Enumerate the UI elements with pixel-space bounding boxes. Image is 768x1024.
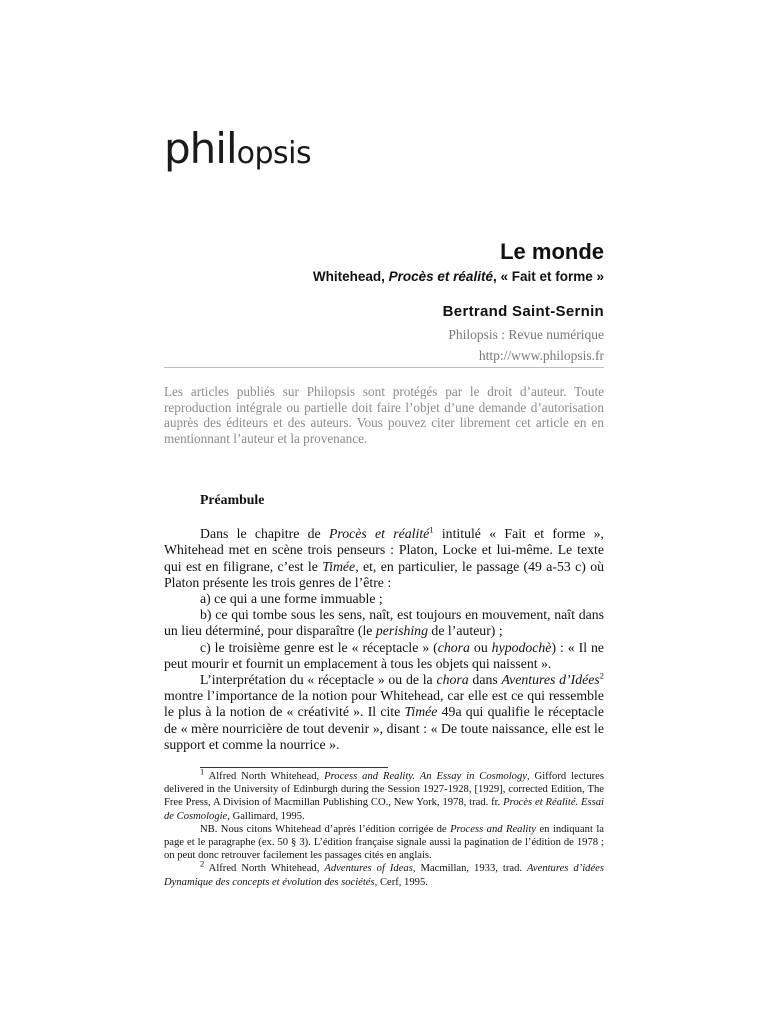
text-run: de l’auteur) ; xyxy=(427,623,503,639)
text-run: montre l’importance de la notion pour Whitehead, car elle est ce qui ressemble le plus à la notion de « créativité ». Il cite xyxy=(164,688,604,720)
footnote-1 xyxy=(164,766,605,823)
italic-run: chora xyxy=(437,639,470,655)
subtitle-book-title: Procès et réalité xyxy=(388,269,493,284)
italic-run: Adventures of Ideas xyxy=(324,863,413,875)
italic-run: Process and Reality. An Essay in Cosmology xyxy=(324,771,527,782)
logo-part-opsis: opsis xyxy=(236,136,312,171)
text-run: dans xyxy=(468,672,502,688)
journal-name: Philopsis : Revue numérique xyxy=(448,327,604,342)
italic-run: Procès et réalité xyxy=(328,526,430,542)
subtitle-suffix: , « Fait et forme » xyxy=(492,269,604,284)
footnote-ref-1: 1 xyxy=(429,524,434,535)
subtitle-prefix: Whitehead, xyxy=(312,269,389,284)
text-run: intitulé « Fait et forme », Whitehead met en scène trois penseurs : Platon, Locke et lui-même. Le texte qui est en filigrane, c’est le xyxy=(164,526,604,574)
paragraph-3 xyxy=(164,607,604,639)
italic-run: chora xyxy=(436,672,469,688)
header-divider xyxy=(164,367,604,368)
paragraph-2: a) ce qui a une forme immuable ; xyxy=(200,591,383,607)
footnotes xyxy=(164,766,605,889)
text-run: c) le troisième genre est le « réceptacle » ( xyxy=(200,639,438,655)
philopsis-logo xyxy=(164,124,312,173)
italic-run: Aventures d’idées Dynamique des concepts et évolution des sociétés xyxy=(164,863,605,888)
section-title: Préambule xyxy=(200,492,265,507)
text-run: Alfred North Whitehead, xyxy=(204,863,325,875)
paragraph-1 xyxy=(164,526,604,591)
text-run: L’interprétation du « réceptacle » ou de la xyxy=(200,672,437,688)
journal-url: http://www.philopsis.fr xyxy=(478,348,604,363)
article-title: Le monde xyxy=(500,239,604,264)
text-run: NB. Nous citons Whitehead d’après l’édition corrigée de xyxy=(200,823,451,835)
text-run: en indiquant la page et le paragraphe (ex. 50 § 3). L’édition française signale aussi la pagination de l’édition de 1978 ; on peut donc retrouver facilement les passages cités en anglais. xyxy=(164,823,604,862)
footnote-nb xyxy=(164,823,604,863)
italic-run: Aventures d’Idées xyxy=(501,672,600,688)
text-run: Dans le chapitre de xyxy=(200,526,329,542)
text-run: b) ce qui tombe sous les sens, naît, est toujours en mouvement, naît dans un lieu déterminé, pour disparaître (le xyxy=(164,607,604,639)
text-run: , Cerf, 1995. xyxy=(374,876,428,888)
text-run: ) : « Il ne peut mourir et fournit un emplacement à tous les objets qui naissent ». xyxy=(164,639,605,671)
italic-run: Procès et Réalité. Essai de Cosmologie xyxy=(164,797,604,822)
text-run: , Gallimard, 1995. xyxy=(227,810,305,822)
italic-run: perishing xyxy=(375,623,428,639)
article-body xyxy=(164,492,604,753)
footnote-divider xyxy=(200,767,388,768)
text-run: , Gifford lectures delivered in the University of Edinburgh during the Session 1927-1928, [1929], corrected Edition, The Free Press, A Division of Macmillan Publishing CO., New York, 1978, trad. fr. xyxy=(164,771,605,809)
text-run: Alfred North Whitehead, xyxy=(204,771,325,782)
text-run: , et, en particulier, le passage (49 a-53 c) où Platon présente les trois genres de l’être : xyxy=(164,558,605,590)
paragraph-5 xyxy=(164,672,604,753)
footnote-2 xyxy=(164,858,605,888)
copyright-notice: Les articles publiés sur Philopsis sont protégés par le droit d’auteur. Toute reproduction intégrale ou partielle doit faire l’objet d’une demande d’autorisation auprès des éditeurs et des auteurs. Vous pouvez citer librement cet article en en mentionnant l’auteur et la provenance. xyxy=(164,384,604,446)
article-author: Bertrand Saint-Sernin xyxy=(442,303,604,320)
italic-run: Timée xyxy=(404,704,438,720)
text-run: ou xyxy=(469,639,492,655)
footnote-number: 2 xyxy=(200,858,205,869)
text-run: 49a qui qualifie le réceptacle de « mère nourricière de tout devenir », disant : « De toute naissance, elle est le support et comme la nourrice ». xyxy=(164,704,605,752)
text-run: , Macmillan, 1933, trad. xyxy=(412,863,528,875)
title-block xyxy=(144,238,604,364)
footnote-number: 1 xyxy=(200,766,205,777)
article-subtitle xyxy=(144,268,604,286)
italic-run: Timée xyxy=(322,558,356,574)
footnote-ref-2: 2 xyxy=(599,670,604,681)
italic-run: hypodochè xyxy=(491,639,552,655)
paragraph-4 xyxy=(164,640,604,672)
italic-run: Process and Reality xyxy=(450,823,536,835)
logo-part-phil: phil xyxy=(164,124,237,173)
